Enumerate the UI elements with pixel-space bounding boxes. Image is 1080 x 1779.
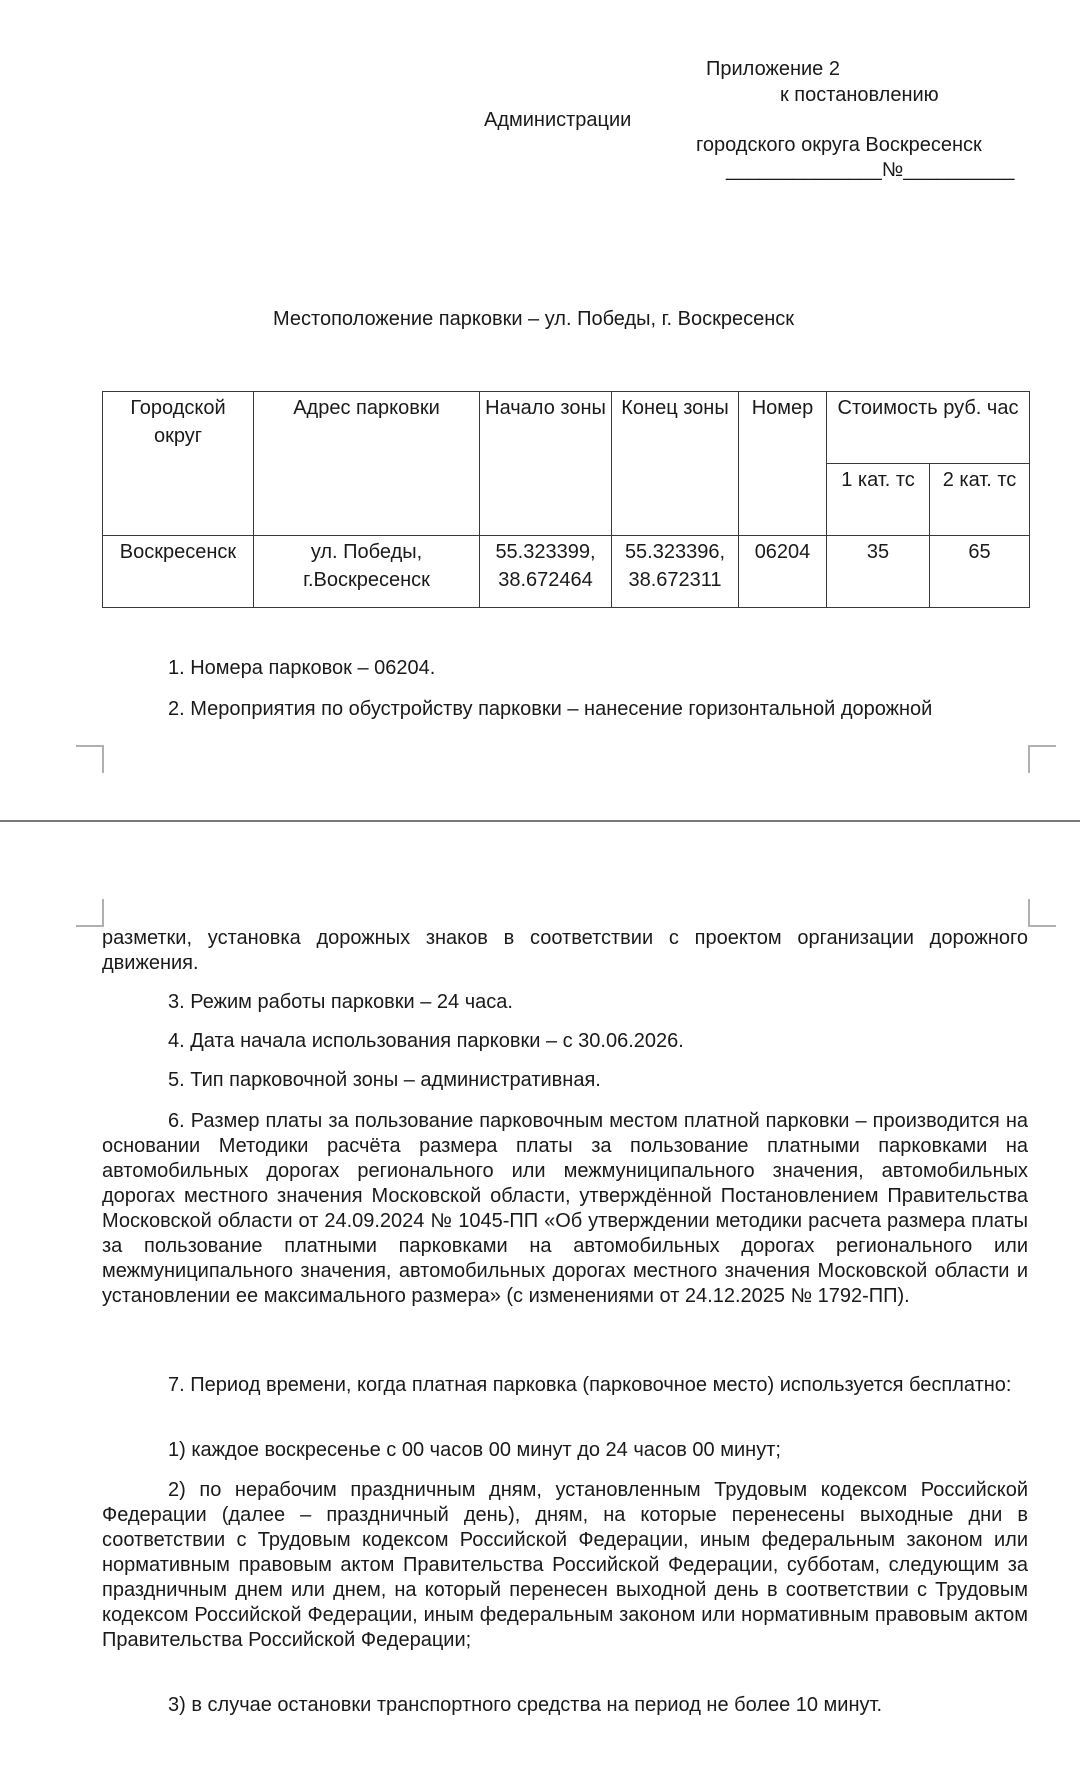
page-corner-mark — [1028, 745, 1056, 773]
header-address: Адрес парковки — [254, 392, 480, 536]
date-number-line — [726, 159, 1014, 182]
header-zone-start: Начало зоны — [480, 392, 612, 536]
item-3: 3. Режим работы парковки – 24 часа. — [168, 991, 513, 1013]
district-label: городского округа Воскресенск — [696, 134, 982, 156]
header-number: Номер — [739, 392, 827, 536]
document-title: Местоположение парковки – ул. Победы, г. Воскресенск — [273, 308, 794, 330]
cell-zone-end-lon: 38.672311 — [628, 569, 722, 591]
item-4: 4. Дата начала использования парковки – с 30.06.2026. — [168, 1030, 684, 1052]
cell-zone-start — [480, 536, 612, 608]
header-cost: Стоимость руб. час — [827, 392, 1030, 464]
page-corner-mark — [76, 899, 104, 927]
cell-zone-end — [612, 536, 739, 608]
item-1: 1. Номера парковок – 06204. — [168, 657, 436, 679]
cell-district: Воскресенск — [103, 536, 254, 608]
table-row — [103, 536, 1030, 608]
cell-zone-end-lat: 55.323396, — [624, 541, 726, 563]
cell-number: 06204 — [739, 536, 827, 608]
cell-cat1: 35 — [827, 536, 930, 608]
cell-address — [254, 536, 480, 608]
item-7-3: 3) в случае остановки транспортного средства на период не более 10 минут. — [168, 1694, 883, 1716]
resolution-label: к постановлению — [780, 84, 939, 106]
page-corner-mark — [1028, 899, 1056, 927]
header-cat2: 2 кат. тс — [930, 464, 1030, 536]
cell-address-line2: г.Воскресенск — [303, 569, 430, 591]
item-7-2: 2) по нерабочим праздничным дням, установленным Трудовым кодексом Российской Федерации (далее – праздничный день), дням, на которые перенесены выходные дни в соответствии с Трудовым кодексом Российской Федерации, иным федеральным законом или нормативным правовым актом Правительства Российской Федерации, субботам, следующим за праздничным днем или днем, на который перенесен выходной день в соответствии с Трудовым кодексом Российской Федерации, иным федеральным законом или нормативным правовым актом Правительства Российской Федерации; — [102, 1479, 1028, 1651]
item-5: 5. Тип парковочной зоны – административная. — [168, 1069, 601, 1091]
cell-address-line1: ул. Победы, — [310, 541, 423, 563]
cell-zone-start-lat: 55.323399, — [495, 541, 596, 563]
date-blank: ______________ — [726, 159, 882, 181]
header-cat1: 1 кат. тс — [827, 464, 930, 536]
header-district: Городской округ — [103, 392, 254, 536]
parking-table — [102, 391, 1030, 608]
item-2-continued: разметки, установка дорожных знаков в соответствии с проектом организации дорожного движения. — [102, 927, 1028, 974]
item-7-1: 1) каждое воскресенье с 00 часов 00 минут до 24 часов 00 минут; — [168, 1439, 781, 1461]
cell-cat2: 65 — [930, 536, 1030, 608]
number-blank: __________ — [903, 159, 1015, 181]
item-2-start: 2. Мероприятия по обустройству парковки – нанесение горизонтальной дорожной — [168, 698, 933, 720]
header-zone-end: Конец зоны — [612, 392, 739, 536]
item-6: 6. Размер платы за пользование парковочным местом платной парковки – производится на основании Методики расчёта размера платы за пользование платными парковками на автомобильных дорогах регионального или межмуниципального значения, автомобильных дорогах местного значения Московской области, утверждённой Постановлением Правительства Московской области от 24.09.2024 № 1045-ПП «Об утверждении методики расчета размера платы за пользование платными парковками на автомобильных дорогах регионального или межмуниципального значения, автомобильных дорогах местного значения Московской области и установлении ее максимального размера» (с изменениями от 24.12.2025 № 1792-ПП). — [102, 1110, 1028, 1307]
administration-label: Администрации — [484, 109, 632, 131]
cell-zone-start-lon: 38.672464 — [498, 569, 593, 591]
page-break-divider — [0, 820, 1080, 822]
item-7: 7. Период времени, когда платная парковка (парковочное место) используется бесплатно: — [168, 1374, 1012, 1396]
number-sign: № — [881, 159, 904, 181]
appendix-label: Приложение 2 — [706, 58, 840, 80]
page-corner-mark — [76, 745, 104, 773]
